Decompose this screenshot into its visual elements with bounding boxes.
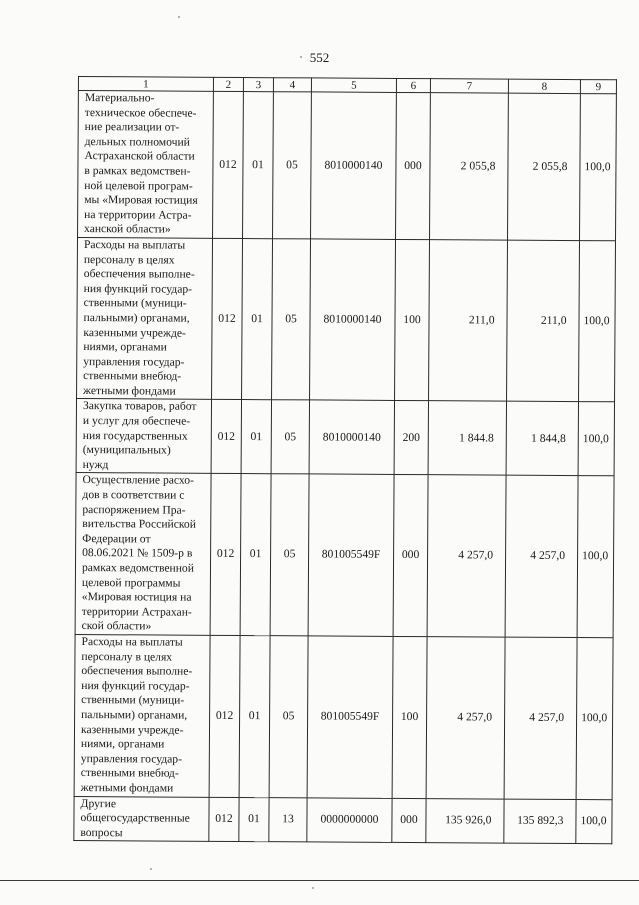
row-description: Материально- техническое обеспече- ние реализации от- дельных полномочий Астраханской области в рамках ведомствен- ной целевой програм- мы «Мировая юстиция на территории Астра- ханской области» xyxy=(78,91,214,239)
cell-expense-type: 100 xyxy=(392,636,427,798)
column-header: 3 xyxy=(243,78,273,92)
cell-target-article: 0000000000 xyxy=(307,797,392,842)
cell-planned: 1 844.8 xyxy=(428,401,506,475)
table-row xyxy=(74,796,612,844)
cell-planned: 4 257,0 xyxy=(427,475,506,637)
table-row xyxy=(77,237,616,402)
column-header: 5 xyxy=(311,78,396,93)
column-header: 4 xyxy=(273,78,311,92)
cell-expense-type: 000 xyxy=(393,475,428,637)
scan-speck xyxy=(312,887,314,889)
cell-percent: 100,0 xyxy=(579,241,616,403)
cell-subsection: 05 xyxy=(269,636,308,798)
cell-percent: 100,0 xyxy=(580,94,617,241)
cell-executed: 4 257,0 xyxy=(504,637,577,799)
table-row xyxy=(76,399,614,476)
cell-planned: 2 055,8 xyxy=(430,93,509,240)
cell-ministry-code: 012 xyxy=(212,238,243,400)
cell-target-article: 801005549F xyxy=(307,636,393,798)
column-header: 1 xyxy=(78,77,213,92)
cell-expense-type: 000 xyxy=(396,92,431,239)
column-header: 6 xyxy=(396,78,430,92)
cell-percent: 100,0 xyxy=(577,476,614,638)
cell-ministry-code: 012 xyxy=(213,91,244,238)
cell-planned: 4 257,0 xyxy=(426,637,505,799)
cell-percent: 100,0 xyxy=(576,638,613,800)
cell-subsection: 13 xyxy=(269,797,307,842)
table-row xyxy=(74,634,613,799)
row-description: Другие общегосударственные вопросы xyxy=(74,796,209,842)
cell-ministry-code: 012 xyxy=(210,474,241,636)
cell-section: 01 xyxy=(241,400,271,474)
cell-percent: 100,0 xyxy=(576,799,612,844)
cell-executed: 4 257,0 xyxy=(505,476,578,638)
cell-ministry-code: 012 xyxy=(211,400,241,474)
cell-expense-type: 000 xyxy=(392,798,426,843)
cell-expense-type: 100 xyxy=(395,239,430,401)
cell-section: 01 xyxy=(239,797,269,842)
scan-speck xyxy=(150,868,152,870)
cell-subsection: 05 xyxy=(272,239,311,401)
row-description: Закупка товаров, работ и услуг для обеспече- ния государственных (муниципальных) нужд xyxy=(76,399,211,474)
cell-executed: 135 892,3 xyxy=(504,799,576,844)
cell-target-article: 8010000140 xyxy=(309,400,394,474)
page-bottom-rule xyxy=(0,880,639,881)
table-row xyxy=(75,473,614,638)
scan-speck xyxy=(300,56,302,58)
page-number: 552 xyxy=(309,50,330,65)
cell-section: 01 xyxy=(243,92,274,239)
cell-executed: 211,0 xyxy=(507,240,580,402)
column-header: 7 xyxy=(430,79,508,93)
row-description: Расходы на выплаты персоналу в целях обеспечения выполне- ния функций государ- ственными (муници- пальными) органами, казенными учрежде- ниями, органами управления государ- ственными внебюд- жетными фондами xyxy=(74,634,210,796)
cell-planned: 211,0 xyxy=(429,240,508,402)
cell-ministry-code: 012 xyxy=(209,635,240,797)
cell-section: 01 xyxy=(239,635,270,797)
cell-percent: 100,0 xyxy=(578,402,614,476)
row-description: Расходы на выплаты персоналу в целях обеспечения выполне- ния функций государ- ственными (муници- пальными) органами, казенными учрежде- ниями, органами управления государ- ственными внебюд- жетными фондами xyxy=(77,237,213,399)
cell-subsection: 05 xyxy=(273,92,312,239)
column-header: 8 xyxy=(508,79,580,93)
row-description: Осуществление расхо- дов в соответствии с распоряжением Пра- вительства Российской Федерации от 08.06.2021 № 1509-р в рамках ведомственной целевой программы «Мировая юстиция на территории Астрахан- ской области» xyxy=(75,473,211,635)
cell-ministry-code: 012 xyxy=(209,797,239,842)
budget-table xyxy=(73,76,617,845)
column-header: 9 xyxy=(580,80,616,94)
cell-executed: 2 055,8 xyxy=(508,93,581,240)
cell-expense-type: 200 xyxy=(394,401,428,475)
cell-subsection: 05 xyxy=(271,400,309,474)
cell-subsection: 05 xyxy=(270,474,309,636)
cell-executed: 1 844,8 xyxy=(506,402,578,476)
cell-section: 01 xyxy=(240,474,271,636)
cell-section: 01 xyxy=(242,238,273,400)
cell-target-article: 8010000140 xyxy=(311,92,397,239)
scan-speck xyxy=(178,16,180,18)
column-header: 2 xyxy=(213,77,243,91)
table-row xyxy=(78,91,617,241)
cell-planned: 135 926,0 xyxy=(426,798,504,843)
cell-target-article: 801005549F xyxy=(308,474,394,636)
cell-target-article: 8010000140 xyxy=(310,239,396,401)
